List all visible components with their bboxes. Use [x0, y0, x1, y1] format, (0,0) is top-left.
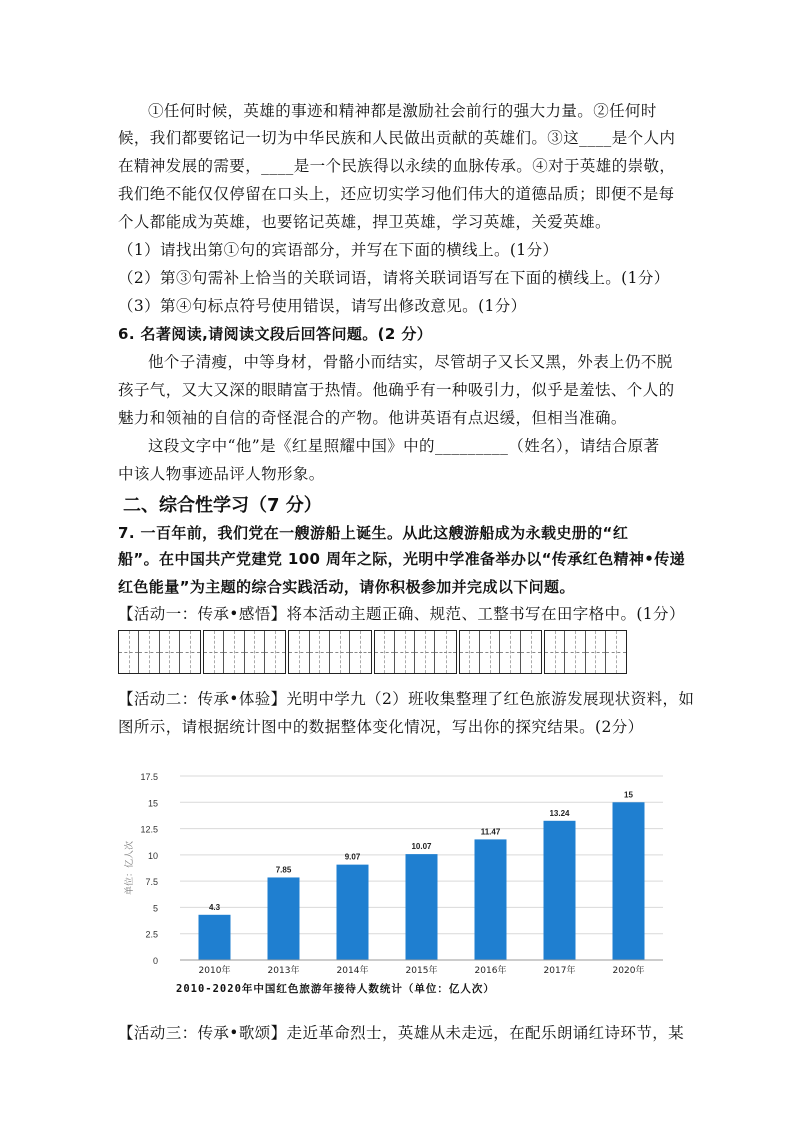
bar	[613, 802, 645, 960]
grid-cell[interactable]	[435, 631, 455, 673]
grid-cell[interactable]	[460, 631, 480, 673]
grid-cell[interactable]	[204, 631, 224, 673]
x-tick-label: 2017年	[543, 966, 576, 976]
grid-cell[interactable]	[160, 631, 180, 673]
activity-3: 【活动三：传承•歌颂】走近革命烈士，英雄从未走远，在配乐朗诵红诗环节，某	[118, 1024, 685, 1042]
y-tick-label: 5	[152, 903, 158, 914]
question-3: （3）第④句标点符号使用错误，请写出修改意见。(1分）	[118, 297, 527, 315]
grid-cell[interactable]	[265, 631, 285, 673]
bar	[199, 915, 231, 960]
grid-group[interactable]	[374, 630, 457, 674]
activity-2-line-1: 【活动二：传承•体验】光明中学九（2）班收集整理了红色旅游发展现状资料，如	[118, 690, 695, 708]
y-axis-label: 单位：亿人次	[125, 840, 135, 896]
y-tick-label: 0	[152, 956, 158, 966]
grid-group[interactable]	[459, 630, 542, 674]
q6-prompt-line-2: 中该人物事迹品评人物形象。	[118, 465, 325, 483]
question-1: （1）请找出第①句的宾语部分，并写在下面的横线上。(1分）	[118, 241, 559, 259]
para1-line-3: 在精神发展的需要，____是一个民族得以永续的血脉传承。④对于英雄的崇敬，	[118, 157, 676, 175]
grid-cell[interactable]	[224, 631, 244, 673]
y-tick-label: 17.5	[140, 772, 158, 782]
grid-cell[interactable]	[180, 631, 200, 673]
data-label: 13.24	[549, 808, 570, 818]
bar	[406, 854, 438, 960]
grid-cell[interactable]	[330, 631, 350, 673]
grid-cell[interactable]	[500, 631, 520, 673]
data-label: 4.3	[208, 902, 221, 912]
q7-line-1: 7. 一百年前，我们党在一艘游船上诞生。从此这艘游船成为永载史册的“红	[118, 524, 629, 542]
bar-chart	[118, 762, 678, 998]
grid-cell[interactable]	[606, 631, 626, 673]
question-6: 6. 名著阅读,请阅读文段后回答问题。(2 分）	[118, 325, 433, 343]
data-label: 10.07	[411, 842, 432, 852]
para1-line-2: 候，我们都要铭记一切为中华民族和人民做出贡献的英雄们。③这____是个人内	[118, 129, 676, 147]
bar	[268, 877, 300, 960]
data-label: 15	[624, 790, 633, 800]
data-label: 7.85	[275, 865, 292, 875]
grid-cell[interactable]	[289, 631, 309, 673]
grid-cell[interactable]	[139, 631, 159, 673]
q7-line-3: 红色能量”为主题的综合实践活动，请你积极参加并完成以下问题。	[118, 578, 575, 596]
chart-title: 2010-2020年中国红色旅游年接待人数统计（单位：亿人次）	[176, 983, 495, 995]
grid-cell[interactable]	[586, 631, 606, 673]
activity-1: 【活动一：传承•感悟】将本活动主题正确、规范、工整书写在田字格中。(1分）	[118, 605, 685, 623]
y-tick-label: 15	[147, 798, 158, 809]
y-tick-label: 2.5	[145, 929, 158, 940]
para1-line-4: 我们绝不能仅仅停留在口头上，还应切实学习他们伟大的道德品质；即便不是每	[118, 185, 675, 203]
grid-cell[interactable]	[545, 631, 565, 673]
passage-line-3: 魅力和领袖的自信的奇怪混合的产物。他讲英语有点迟缓，但相当准确。	[118, 409, 627, 427]
q7-line-2: 船”。在中国共产党建党 100 周年之际，光明中学准备举办以“传承红色精神•传递	[118, 550, 686, 568]
grid-cell[interactable]	[521, 631, 541, 673]
grid-cell[interactable]	[310, 631, 330, 673]
passage-line-1: 他个子清瘦，中等身材，骨骼小而结实，尽管胡子又长又黑，外表上仍不脱	[148, 353, 673, 371]
data-label: 9.07	[344, 852, 361, 862]
grid-cell[interactable]	[350, 631, 370, 673]
y-tick-label: 7.5	[145, 877, 158, 888]
grid-cell[interactable]	[415, 631, 435, 673]
grid-cell[interactable]	[375, 631, 395, 673]
section-2-title: 二、综合性学习（7 分）	[123, 495, 322, 516]
x-tick-label: 2015年	[405, 966, 438, 976]
grid-cell[interactable]	[480, 631, 500, 673]
grid-group[interactable]	[203, 630, 286, 674]
x-tick-label: 2016年	[474, 966, 507, 976]
y-tick-label: 12.5	[140, 824, 158, 835]
para1-line-1: ①任何时候，英雄的事迹和精神都是激励社会前行的强大力量。②任何时	[148, 102, 657, 120]
tianzige-grid[interactable]	[118, 630, 634, 675]
grid-cell[interactable]	[119, 631, 139, 673]
x-tick-label: 2010年	[198, 966, 231, 976]
q6-prompt-line-1: 这段文字中“他”是《红星照耀中国》中的_________（姓名），请结合原著	[148, 437, 660, 455]
grid-group[interactable]	[118, 630, 201, 674]
bar	[544, 821, 576, 960]
grid-cell[interactable]	[245, 631, 265, 673]
data-label: 11.47	[480, 827, 501, 837]
x-tick-label: 2020年	[612, 966, 645, 976]
grid-cell[interactable]	[395, 631, 415, 673]
activity-2-line-2: 图所示，请根据统计图中的数据整体变化情况，写出你的探究结果。(2分）	[118, 718, 644, 736]
grid-group[interactable]	[288, 630, 371, 674]
grid-cell[interactable]	[565, 631, 585, 673]
grid-group[interactable]	[544, 630, 627, 674]
bar	[475, 839, 507, 960]
question-2: （2）第③句需补上恰当的关联词语，请将关联词语写在下面的横线上。(1分）	[118, 269, 670, 287]
y-tick-label: 10	[147, 850, 158, 861]
x-tick-label: 2014年	[336, 966, 369, 976]
x-tick-label: 2013年	[267, 966, 300, 976]
passage-line-2: 孩子气，又大又深的眼睛富于热情。他确乎有一种吸引力，似乎是羞怯、个人的	[118, 381, 675, 399]
bar	[337, 865, 369, 960]
para1-line-5: 个人都能成为英雄，也要铭记英雄，捍卫英雄，学习英雄，关爱英雄。	[118, 213, 611, 231]
